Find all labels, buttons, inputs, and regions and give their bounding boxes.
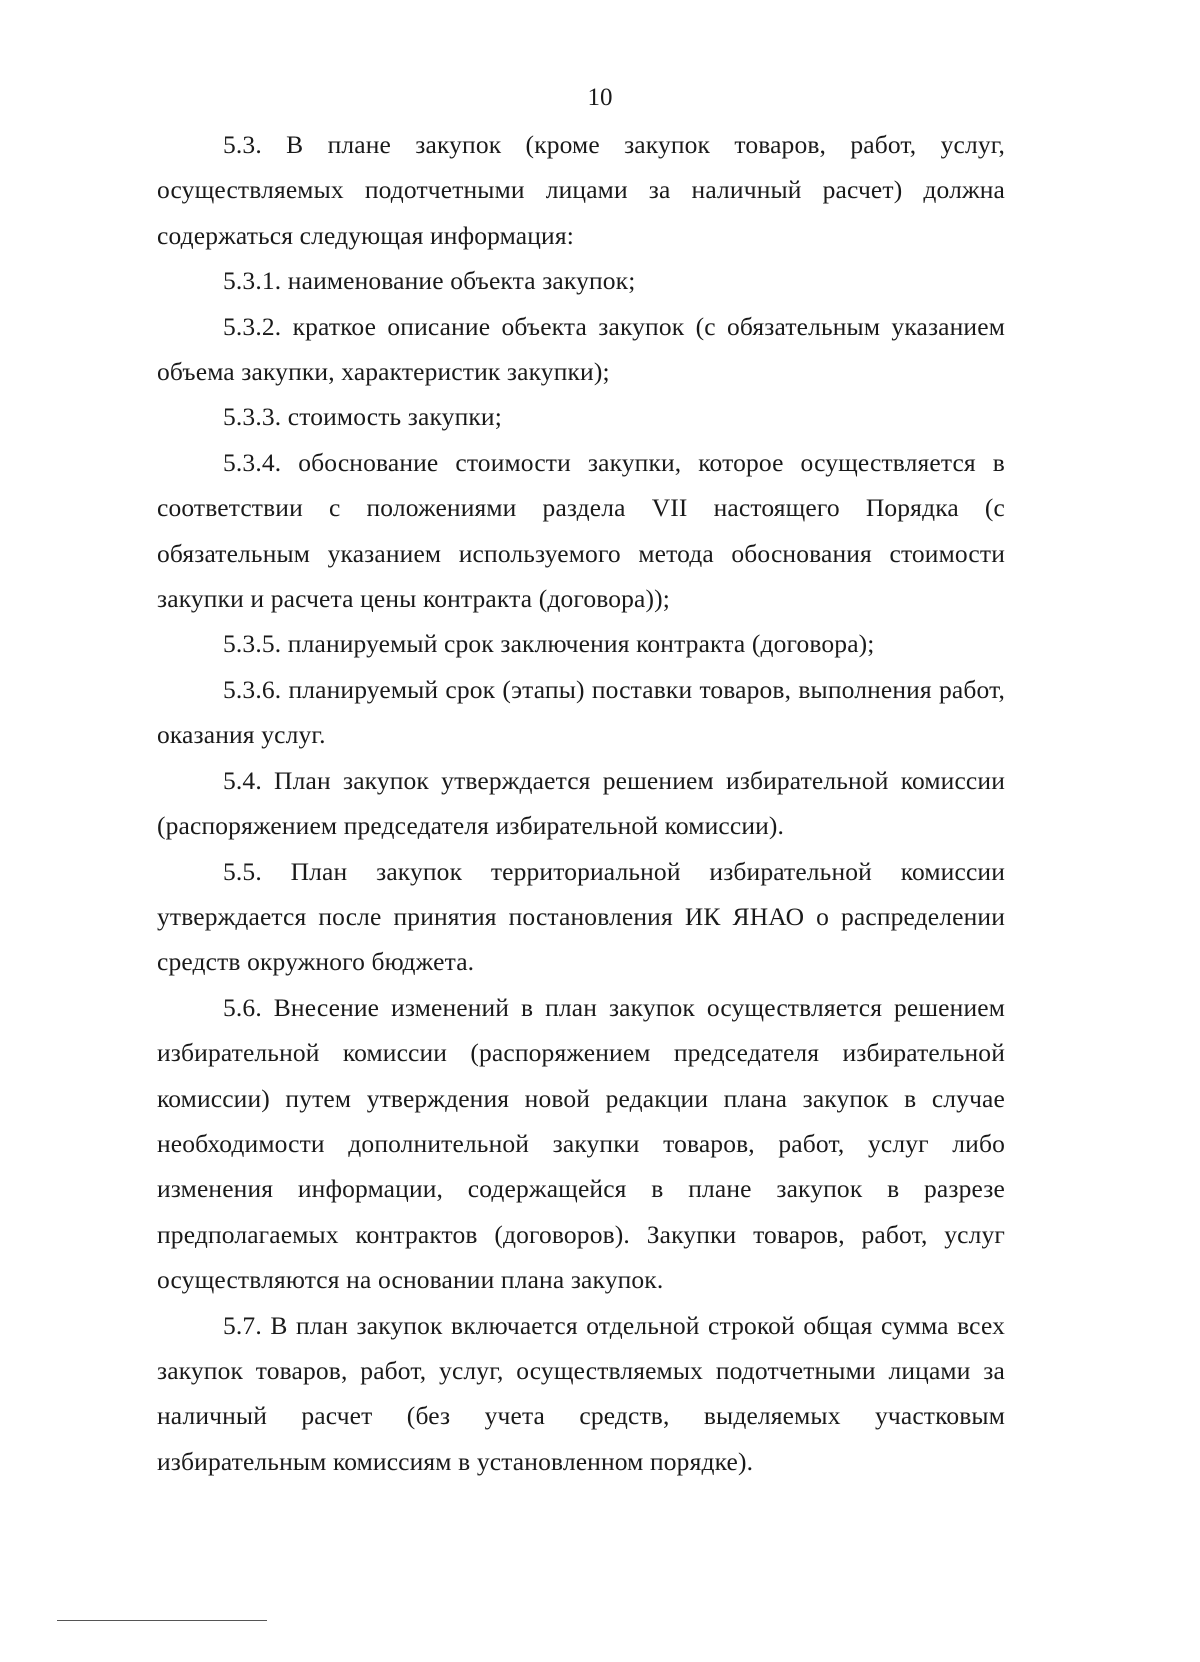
paragraph-5-7: 5.7. В план закупок включается отдельной строкой общая сумма всех закупок товаров, работ, услуг, осуществляемых подотчетными лицами за наличный расчет (без учета средств, выделяемых участковым избирательным комиссиям в установленном порядке). bbox=[157, 1310, 1005, 1476]
paragraph-5-6: 5.6. Внесение изменений в план закупок осуществляется решением избирательной комиссии (распоряжением председателя избирательной комиссии) путем утверждения новой редакции плана закупок в случае необходимости дополнительной закупки товаров, работ, услуг либо изменения информации, содержащейся в плане закупок в разрезе предполагаемых контрактов (договоров). Закупки товаров, работ, услуг осуществляются на основании плана закупок. bbox=[157, 992, 1005, 1295]
paragraph-5-3: 5.3. В плане закупок (кроме закупок товаров, работ, услуг, осуществляемых подотчетными лицами за наличный расчет) должна содержаться следующая информация: bbox=[157, 130, 1005, 250]
paragraph-5-3-4: 5.3.4. обоснование стоимости закупки, которое осуществляется в соответствии с положениями раздела VII настоящего Порядка (с обязательным указанием используемого метода обоснования стоимости закупки и расчета цены контракта (договора)); bbox=[157, 447, 1005, 614]
paragraph-5-4: 5.4. План закупок утверждается решением избирательной комиссии (распоряжением председателя избирательной комиссии). bbox=[157, 765, 1005, 841]
paragraph-5-3-2: 5.3.2. краткое описание объекта закупок (с обязательным указанием объема закупки, характеристик закупки); bbox=[157, 311, 1005, 387]
paragraph-5-3-5: 5.3.5. планируемый срок заключения контракта (договора); bbox=[223, 629, 875, 659]
footnote-separator bbox=[57, 1620, 267, 1621]
paragraph-5-3-1: 5.3.1. наименование объекта закупок; bbox=[223, 266, 636, 296]
paragraph-5-3-3: 5.3.3. стоимость закупки; bbox=[223, 402, 502, 432]
paragraph-5-5: 5.5. План закупок территориальной избирательной комиссии утверждается после принятия постановления ИК ЯНАО о распределении средств окружного бюджета. bbox=[157, 856, 1005, 977]
page-number: 10 bbox=[587, 84, 613, 111]
paragraph-5-3-6: 5.3.6. планируемый срок (этапы) поставки товаров, выполнения работ, оказания услуг. bbox=[157, 674, 1005, 750]
document-body bbox=[157, 122, 1005, 1484]
